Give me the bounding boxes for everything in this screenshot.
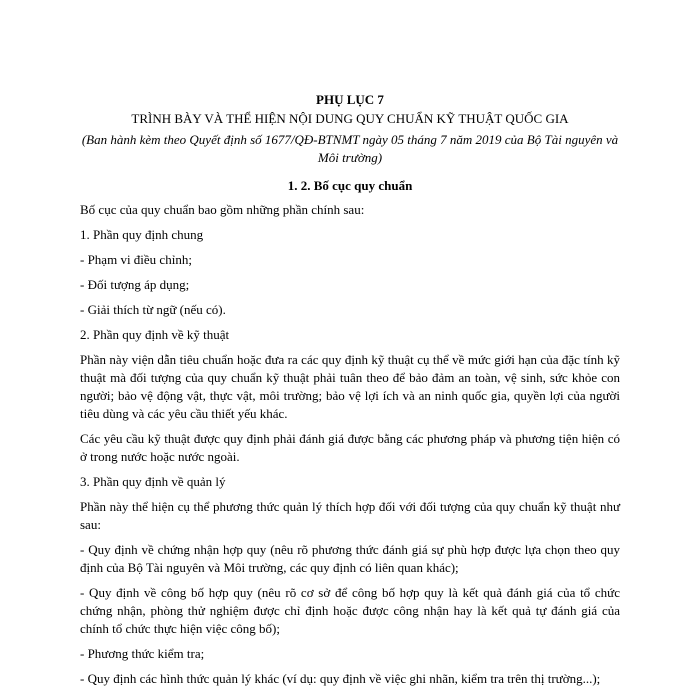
paragraph-terms: - Giải thích từ ngữ (nếu có). bbox=[80, 302, 226, 317]
paragraph-inspection: - Phương thức kiểm tra; bbox=[80, 646, 205, 661]
document-subtitle: (Ban hành kèm theo Quyết định số 1677/QĐ-BTNMT ngày 05 tháng 7 năm 2019 của Bộ Tài nguyên và Môi trường) bbox=[81, 132, 619, 165]
paragraph-other-management: - Quy định các hình thức quản lý khác (ví dụ: quy định về việc ghi nhãn, kiểm tra trên thị trường...); bbox=[80, 671, 601, 686]
paragraph-management-intro: Phần này thể hiện cụ thể phương thức quản lý thích hợp đối với đối tượng của quy chuẩn kỹ thuật như sau: bbox=[80, 499, 620, 532]
paragraph-certification: - Quy định về chứng nhận hợp quy (nêu rõ phương thức đánh giá sự phù hợp được lựa chọn theo quy định của Bộ Tài nguyên và Môi trường, các quy định có liên quan khác); bbox=[80, 542, 620, 575]
paragraph-intro: Bố cục của quy chuẩn bao gồm những phần chính sau: bbox=[80, 202, 365, 217]
paragraph-scope: - Phạm vi điều chỉnh; bbox=[80, 252, 192, 267]
paragraph-management-heading: 3. Phần quy định về quản lý bbox=[80, 474, 226, 489]
appendix-label: PHỤ LỤC 7 bbox=[316, 92, 384, 107]
paragraph-subjects: - Đối tượng áp dụng; bbox=[80, 277, 190, 292]
paragraph-general-heading: 1. Phần quy định chung bbox=[80, 227, 204, 242]
paragraph-technical-heading: 2. Phần quy định về kỹ thuật bbox=[80, 327, 230, 342]
document-body bbox=[80, 201, 620, 695]
section-heading: 1. 2. Bố cục quy chuẩn bbox=[287, 178, 413, 193]
paragraph-technical-methods: Các yêu cầu kỹ thuật được quy định phải đánh giá được bằng các phương pháp và phương tiện hiện có ở trong nước hoặc nước ngoài. bbox=[80, 431, 620, 464]
paragraph-declaration: - Quy định về công bố hợp quy (nêu rõ cơ sở để công bố hợp quy là kết quả đánh giá của tổ chức chứng nhận, phòng thử nghiệm được chỉ định hoặc được công nhận hay là kết quả tự đánh giá của chính tổ chức thực hiện việc công bố); bbox=[80, 585, 620, 636]
document-title: TRÌNH BÀY VÀ THỂ HIỆN NỘI DUNG QUY CHUẨN KỸ THUẬT QUỐC GIA bbox=[131, 111, 569, 126]
paragraph-technical-body: Phần này viện dẫn tiêu chuẩn hoặc đưa ra các quy định kỹ thuật cụ thể về mức giới hạn của đặc tính kỹ thuật mà đối tượng của quy chuẩn kỹ thuật phải tuân theo để bảo đảm an toàn, vệ sinh, sức khỏe con người; bảo vệ động vật, thực vật, môi trường; bảo vệ lợi ích và an ninh quốc gia, quyền lợi của người tiêu dùng và các yêu cầu thiết yếu khác. bbox=[80, 352, 620, 421]
